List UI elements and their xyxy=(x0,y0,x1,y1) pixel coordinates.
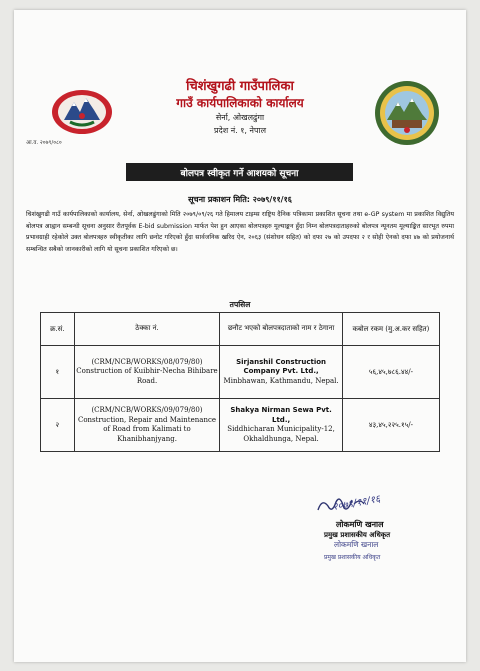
signatory-name: लोकमणि खनाल xyxy=(336,520,384,529)
bidder-name: Shakya Nirman Sewa Pvt. Ltd., xyxy=(230,406,332,424)
row-bidder xyxy=(220,399,343,452)
contract-description: Construction of Kuibhir-Necha Bihibare Road. xyxy=(76,367,218,385)
row-sn: १ xyxy=(41,346,75,399)
table-row xyxy=(41,346,440,399)
publish-date: सूचना प्रकाशन मिति: २०७९/११/१६ xyxy=(188,195,292,204)
notice-banner: बोलपत्र स्वीकृत गर्ने आशयको सूचना xyxy=(126,163,353,181)
bidder-address: Minbhawan, Kathmandu, Nepal. xyxy=(223,376,339,385)
office-title: गाउँ कार्यपालिकाको कार्यालय xyxy=(176,96,304,110)
table-row xyxy=(41,399,440,452)
municipality-seal-logo xyxy=(374,80,440,146)
row-bidder xyxy=(220,346,343,399)
row-amount: ४३,४५,२२५.१५/- xyxy=(342,399,439,452)
fiscal-year-ref: आ.व. २०७९/०८० xyxy=(26,140,62,146)
contract-description: Construction, Repair and Maintenance of Road from Kalimati to Khanibhanjyang. xyxy=(77,415,217,443)
notice-page xyxy=(14,10,466,662)
header-sn: क्र.सं. xyxy=(41,313,75,346)
stamp-title: प्रमुख प्रशासकीय अधिकृत xyxy=(324,554,381,561)
notice-body: चिशंखुगढी गाउँ कार्यपालिकाको कार्यालय, सेर्ना, ओखलढुंगाको मिति २०७९/०९/२६ गते हिमालय टाइम्स राष्ट्रिय दैनिक पत्रिकामा प्रकाशित सूचना तथा e-GP system मा प्रकाशित विद्युतिय बोलपत्र आह्वान सम्बन्धी सूचना अनुसार रीतपूर्वक E-bid submission मार्फत पेश हुन आएका बोलपत्रहरु मूल्याङ्कन हुँदा निम्न बोलपत्रदाताहरुको बोलपत्र न्यूनतम मूल्याङ्कित सारभूत रुपमा प्रभावग्राही रहेकोले उक्त बोलपत्रहरु स्वीकृतीका लागि छनोट गरिएको हुँदा सार्वजनिक खरिद ऐन, २०६३ (संशोधन सहित) को दफा २७ को उपदफा २ र सोही ऐनको दफा ४७ को प्रयोजनार्थ सम्बन्धित सबैको जानकारीको लागि यो सूचना प्रकाशित गरिएको छ। xyxy=(26,211,454,253)
stamp-name: लोकमणि खनाल xyxy=(334,540,379,549)
table-header-row xyxy=(41,313,440,346)
office-location: सेर्ना, ओखलढुंगा xyxy=(215,113,265,122)
row-amount: ५६,४५,७८६.४४/- xyxy=(342,346,439,399)
contract-number: (CRM/NCB/WORKS/09/079/80) xyxy=(91,406,203,414)
province-line: प्रदेश नं. १, नेपाल xyxy=(213,126,267,135)
contract-number: (CRM/NCB/WORKS/08/079/80) xyxy=(91,357,203,366)
header-amount: कबोल रकम (मु.अ.कर सहित) xyxy=(342,313,439,346)
row-contract xyxy=(74,346,220,399)
header-bidder: छनौट भएको बोलपत्रदाताको नाम र ठेगाना xyxy=(220,313,343,346)
award-table xyxy=(40,312,440,452)
header-contract-no: ठेक्का नं. xyxy=(74,313,220,346)
table-caption: तपसिल xyxy=(229,300,251,309)
bidder-name: Sirjanshil Construction Company Pvt. Ltd., xyxy=(236,357,327,376)
row-contract xyxy=(74,399,220,452)
municipality-title: चिशंखुगढी गाउँपालिका xyxy=(186,79,294,94)
signature-date: २०७९/११/१६ xyxy=(331,493,382,514)
row-sn: २ xyxy=(41,399,75,452)
signatory-title: प्रमुख प्रशासकीय अधिकृत xyxy=(324,531,391,539)
bidder-address: Siddhicharan Municipality-12, Okhaldhunga, Nepal. xyxy=(227,425,335,443)
